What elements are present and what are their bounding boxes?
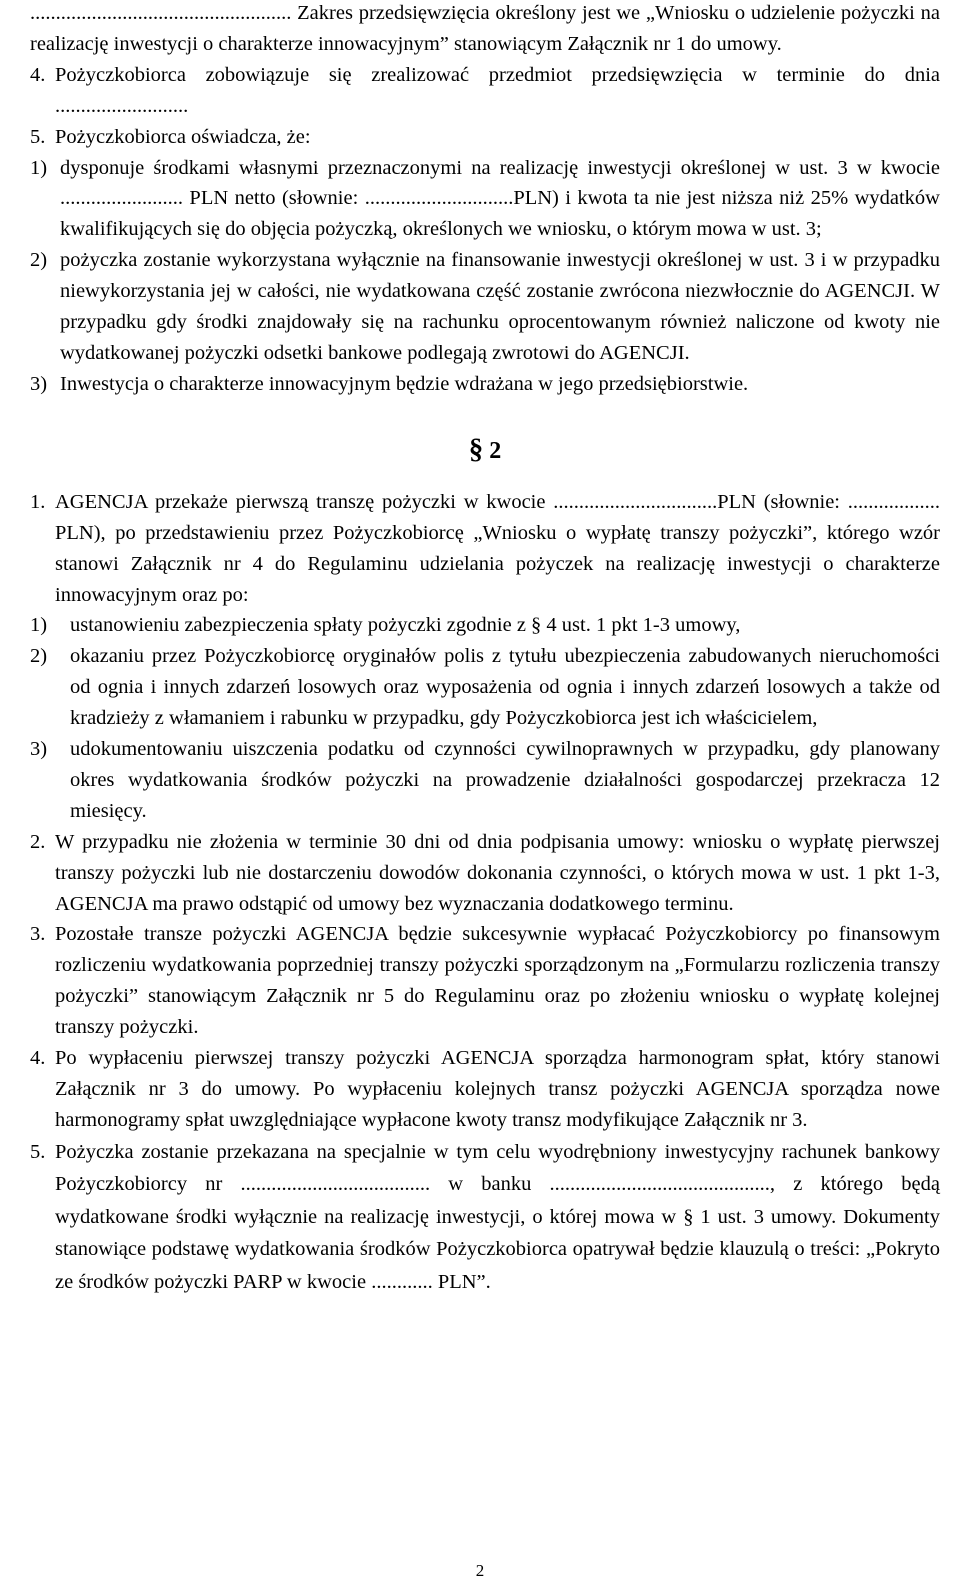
section-2-item-1 xyxy=(30,487,940,611)
point-number: 2) xyxy=(30,249,48,272)
item-text: Pożyczka zostanie przekazana na specjalnie w tym celu wyodrębniony inwestycyjny rachunek bankowy Pożyczkobiorcy nr ..................................... w banku ..........................................., z którego będą wydatkowane środki wyłącznie na realizację inwestycji, o której mowa w § 1 ust. 3 umowy. Dokumenty stanowiące podstawę wydatkowania środków Pożyczkobiorca opatrywał będzie klauzulą o treści: „Pokryto ze środków pożyczki PARP w kwocie ............ PLN”. xyxy=(55,1140,940,1293)
item-text: Po wypłaceniu pierwszej transzy pożyczki AGENCJA sporządza harmonogram spłat, który stanowi Załącznik nr 3 do umowy. Po wypłaceniu kolejnych transz pożyczki AGENCJA sporządza nowe harmonogramy spłat uwzględniające wypłacone kwoty transz modyfikujące Załącznik nr 3. xyxy=(55,1047,940,1131)
paragraph-4-text: Pożyczkobiorca zobowiązuje się zrealizować przedmiot przedsięwzięcia w terminie do dnia .......................... xyxy=(55,63,940,117)
item-text: AGENCJA przekaże pierwszą transzę pożyczki w kwocie ................................PLN (słownie: .................. PLN), po przedstawieniu przez Pożyczkobiorcę „Wniosku o wypłatę transzy pożyczki”, którego wzór stanowi Załącznik nr 4 do Regulaminu udzielania pożyczek na realizację inwestycji o charakterze innowacyjnym oraz po: xyxy=(55,490,940,606)
point-number: 3) xyxy=(30,738,48,761)
paragraph-5-point-3 xyxy=(30,369,940,400)
page-number: 2 xyxy=(475,1561,485,1580)
section-2-item-5 xyxy=(30,1136,940,1299)
paragraph-5-number: 5. xyxy=(30,125,46,148)
section-2-item-1-points xyxy=(30,610,940,826)
point-3 xyxy=(30,734,940,827)
document-page xyxy=(30,0,940,1298)
point-text: pożyczka zostanie wykorzystana wyłącznie na finansowanie inwestycji określonej w ust. 3 i w przypadku niewykorzystania jej w całości, nie wydatkowana część zostanie zwrócona niezwłocznie do AGENCJI. W przypadku gdy środki znajdowały się na rachunku oprocentowanym również naliczone od kwoty nie wydatkowanej pożyczki odsetki bankowe podlegają zwrotowi do AGENCJI. xyxy=(60,249,940,364)
paragraph-4 xyxy=(30,60,940,122)
item-number: 3. xyxy=(30,923,46,946)
point-2 xyxy=(30,641,940,734)
paragraph-5 xyxy=(30,122,940,153)
item-number: 4. xyxy=(30,1047,46,1070)
point-text: udokumentowaniu uiszczenia podatku od czynności cywilnoprawnych w przypadku, gdy planowany okres wydatkowania środków pożyczki na prowadzenie działalności gospodarczej przekracza 12 miesięcy. xyxy=(70,738,940,822)
point-number: 1) xyxy=(30,156,48,179)
intro-paragraph: ................................................... Zakres przedsięwzięcia określony jest we „Wniosku o udzielenie pożyczki na realizację inwestycji o charakterze innowacyjnym” stanowiącym Załącznik nr 1 do umowy. xyxy=(30,2,940,55)
section-number: 2 xyxy=(489,437,502,464)
paragraph-5-point-1 xyxy=(30,153,940,246)
point-text: okazaniu przez Pożyczkobiorcę oryginałów polis z tytułu ubezpieczenia zabudowanych nieruchomości od ognia i innych zdarzeń losowych oraz wyposażenia od ognia i innych zdarzeń losowych a także od kradzieży z włamaniem i rabunku w przypadku, gdy Pożyczkobiorca jest ich właścicielem, xyxy=(70,645,940,730)
item-number: 1. xyxy=(30,490,46,513)
paragraph-5-point-2 xyxy=(30,245,940,369)
point-text: ustanowieniu zabezpieczenia spłaty pożyczki zgodnie z § 4 ust. 1 pkt 1-3 umowy, xyxy=(70,614,741,637)
section-2-item-3 xyxy=(30,919,940,1043)
point-1 xyxy=(30,610,940,641)
section-symbol: § xyxy=(468,432,484,465)
paragraph-5-text: Pożyczkobiorca oświadcza, że: xyxy=(55,125,311,148)
item-number: 5. xyxy=(30,1140,46,1163)
item-number: 2. xyxy=(30,830,46,853)
point-text: Inwestycja o charakterze innowacyjnym będzie wdrażana w jego przedsiębiorstwie. xyxy=(60,372,749,395)
point-number: 1) xyxy=(30,614,48,637)
paragraph-4-number: 4. xyxy=(30,63,46,86)
point-text: dysponuje środkami własnymi przeznaczonymi na realizację inwestycji określonej w ust. 3 w kwocie ........................ PLN netto (słownie: .............................PLN) i kwota ta nie jest niższa niż 25% wydatków kwalifikujących się do objęcia pożyczką, określonych we wniosku, o którym mowa w ust. 3; xyxy=(60,156,940,241)
item-text: W przypadku nie złożenia w terminie 30 dni od dnia podpisania umowy: wniosku o wypłatę pierwszej transzy pożyczki lub nie dostarczeniu dowodów dokonania czynności, o których mowa w ust. 1 pkt 1-3, AGENCJA ma prawo odstąpić od umowy bez wyznaczania dodatkowego terminu. xyxy=(55,830,940,915)
section-2-item-4 xyxy=(30,1043,940,1136)
section-2-item-2 xyxy=(30,827,940,920)
point-number: 3) xyxy=(30,372,48,395)
item-text: Pozostałe transze pożyczki AGENCJA będzie sukcesywnie wypłacać Pożyczkobiorcy po finansowym rozliczeniu wydatkowania poprzedniej transzy pożyczki sporządzonym na „Formularzu rozliczenia transzy pożyczki” stanowiącym Załącznik nr 5 do Regulaminu oraz po złożeniu wniosku o wypłatę kolejnej transzy pożyczki. xyxy=(55,923,940,1039)
point-number: 2) xyxy=(30,645,48,668)
section-heading xyxy=(30,434,940,464)
